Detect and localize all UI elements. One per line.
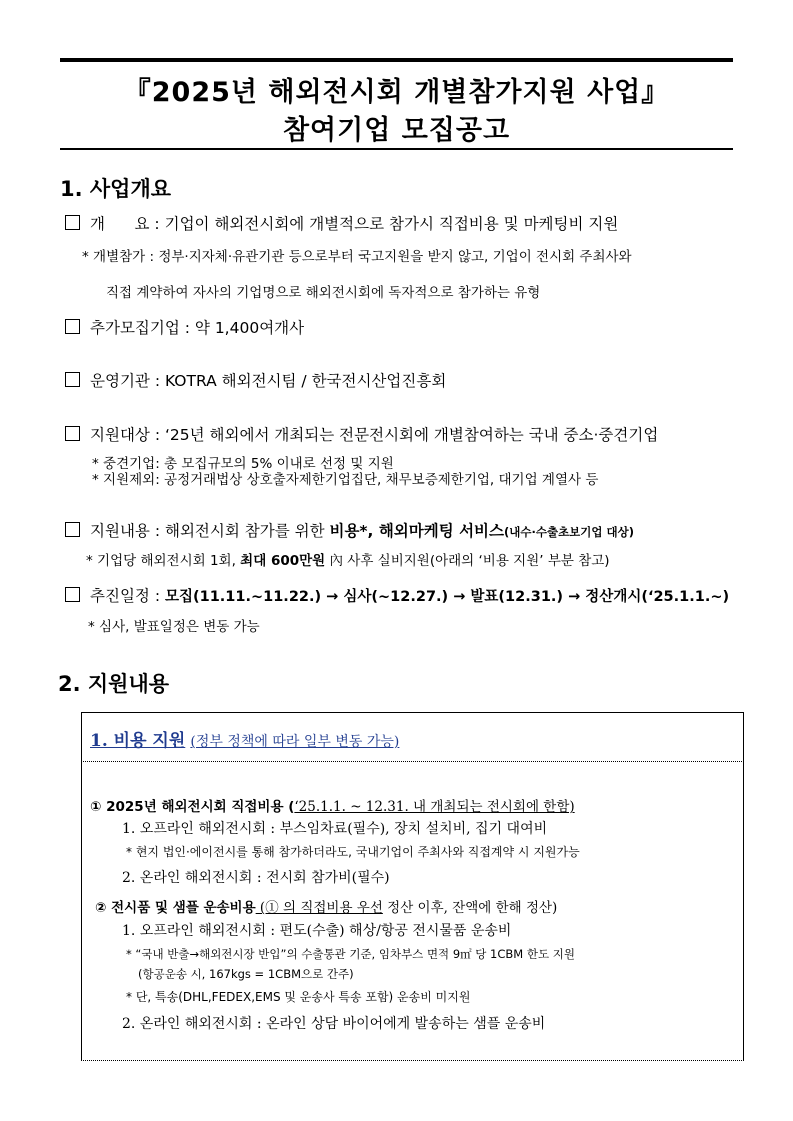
target-item [65, 423, 658, 445]
item2-note2: * 단, 특송(DHL,FEDEX,EMS 및 운송사 특송 포함) 운송비 미지원 [126, 990, 471, 1004]
checkbox-square-icon [65, 215, 80, 230]
content-bold: 비용*, 해외마케팅 서비스 [329, 522, 505, 540]
target-text: 지원대상 : ‘25년 해외에서 개최되는 전문전시회에 개별참여하는 국내 중소·중견기업 [90, 426, 659, 444]
content-small: (내수·수출초보기업 대상) [504, 525, 634, 539]
item2-note1: * “국내 반출→해외전시장 반입”의 수출통관 기준, 임차부스 면적 9㎡ 당 1CBM 한도 지원 [126, 947, 575, 961]
section2-heading: 2. 지원내용 [58, 672, 170, 696]
section1-heading: 1. 사업개요 [60, 177, 172, 201]
recruit-item [65, 316, 304, 338]
content-note-bold: 최대 600만원 [240, 553, 326, 569]
operator-text: 운영기관 : KOTRA 해외전시팀 / 한국전시산업진흥회 [90, 372, 447, 390]
content-note [86, 549, 610, 569]
item2-head-underline: (① 의 직접비용 우선 [255, 900, 383, 916]
item2-head-rest: 정산 이후, 잔액에 한해 정산) [382, 900, 558, 916]
checkbox-square-icon [65, 522, 80, 537]
item1-head-bold: ① 2025년 해외전시회 직접비용 ( [90, 799, 295, 815]
overview-item [65, 212, 618, 234]
checkbox-square-icon [65, 372, 80, 387]
checkbox-square-icon [65, 587, 80, 602]
schedule-bold: 모집(11.11.~11.22.) → 심사(~12.27.) → 발표(12.31.) → 정산개시(‘25.1.1.~) [164, 589, 730, 605]
item1-heading [90, 795, 575, 815]
item2-head-bold: ② 전시품 및 샘플 운송비용 [95, 900, 256, 916]
item2-heading [95, 896, 557, 916]
content-note-prefix: * 기업당 해외전시회 1회, [86, 553, 241, 569]
schedule-note: * 심사, 발표일정은 변동 가능 [88, 619, 260, 635]
target-note2: * 지원제외: 공정거래법상 상호출자제한기업집단, 채무보증제한기업, 대기업 계열사 등 [92, 472, 599, 488]
title-bottom-rule [60, 148, 733, 150]
overview-label: 개 요 : [90, 215, 165, 233]
operator-item [65, 369, 446, 391]
checkbox-square-icon [65, 426, 80, 441]
item1-head-rest: ‘25.1.1. ~ 12.31. 내 개최되는 전시회에 한함) [294, 799, 575, 815]
support-box-divider [81, 761, 744, 762]
item2-note1b: (항공운송 시, 167kgs = 1CBM으로 간주) [138, 967, 354, 981]
title-top-rule [60, 58, 733, 62]
schedule-prefix: 추진일정 : [90, 587, 165, 605]
box-title [90, 726, 399, 751]
target-note1: * 중견기업: 총 모집규모의 5% 이내로 선정 및 지원 [92, 456, 394, 472]
schedule-item [65, 584, 729, 606]
item1-line1-note: * 현지 법인·에이전시를 통해 참가하더라도, 국내기업이 주최사와 직접계약 시 지원가능 [126, 845, 580, 859]
box-title-paren: (정부 정책에 따라 일부 변동 가능) [190, 734, 400, 750]
page-title-line1: 『2025년 해외전시회 개별참가지원 사업』 [123, 77, 670, 108]
content-prefix: 지원내용 : 해외전시회 참가를 위한 [90, 522, 330, 540]
content-note-suffix: 內 사후 실비지원(아래의 ‘비용 지원’ 부분 참고) [325, 553, 610, 569]
item2-line1: 1. 오프라인 해외전시회 : 편도(수출) 해상/항공 전시물품 운송비 [122, 923, 512, 939]
recruit-text: 추가모집기업 : 약 1,400여개사 [90, 319, 305, 337]
overview-text: 기업이 해외전시회에 개별적으로 참가시 직접비용 및 마케팅비 지원 [164, 215, 619, 233]
content-item [65, 519, 634, 541]
item2-line2: 2. 온라인 해외전시회 : 온라인 상담 바이어에게 발송하는 샘플 운송비 [122, 1016, 546, 1032]
item1-line2: 2. 온라인 해외전시회 : 전시회 참가비(필수) [122, 870, 390, 886]
checkbox-square-icon [65, 319, 80, 334]
item1-line1: 1. 오프라인 해외전시회 : 부스임차료(필수), 장치 설치비, 집기 대여비 [122, 821, 548, 837]
box-title-main: 1. 비용 지원 [90, 731, 186, 751]
overview-note2: 직접 계약하여 자사의 기업명으로 해외전시회에 독자적으로 참가하는 유형 [106, 285, 541, 301]
page-title-line2: 참여기업 모집공고 [282, 115, 511, 146]
overview-note1: * 개별참가 : 정부·지자체·유관기관 등으로부터 국고지원을 받지 않고, 기업이 전시회 주최사와 [82, 249, 632, 265]
